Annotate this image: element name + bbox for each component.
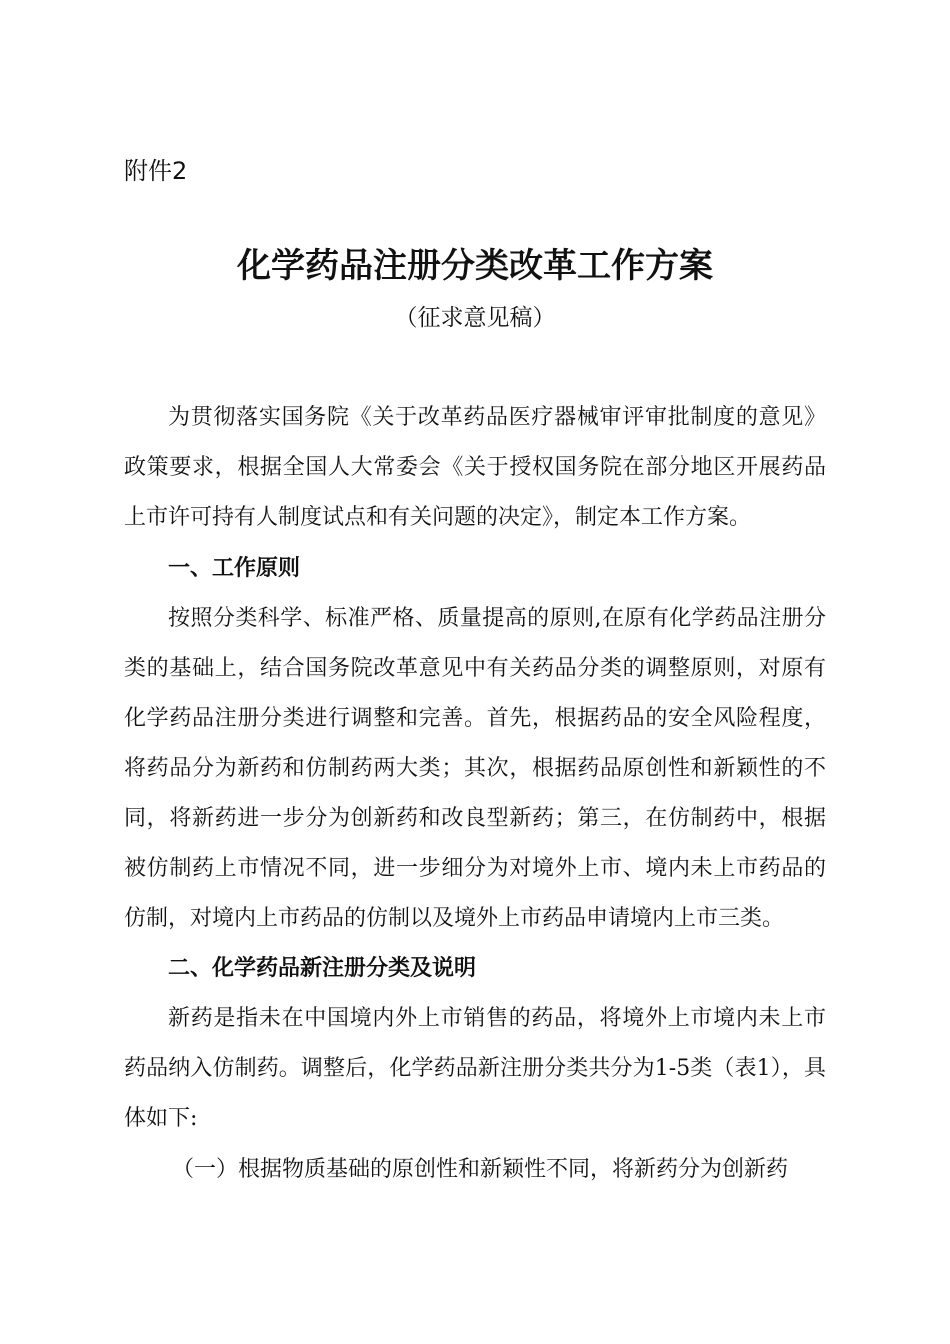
section-heading-classification: 二、化学药品新注册分类及说明 (168, 956, 477, 981)
new-drug-paragraph: 新药是指未在中国境内外上市销售的药品，将境外上市境内未上市药品纳入仿制药。调整后，化学药品新注册分类共分为1-5类（表1），具体如下: (124, 1006, 826, 1131)
intro-paragraph: 为贯彻落实国务院《关于改革药品医疗器械审评审批制度的意见》政策要求，根据全国人大常委会《关于授权国务院在部分地区开展药品上市许可持有人制度试点和有关问题的决定》，制定本工作方案。 (124, 405, 826, 530)
document-subtitle: （征求意见稿） (394, 305, 556, 331)
item-one-paragraph: （一）根据物质基础的原创性和新颖性不同，将新药分为创新药 (172, 1157, 789, 1182)
principles-paragraph: 按照分类科学、标准严格、质量提高的原则,在原有化学药品注册分类的基础上，结合国务院改革意见中有关药品分类的调整原则，对原有化学药品注册分类进行调整和完善。首先，根据药品的安全风险程度，将药品分为新药和仿制药两大类；其次，根据药品原创性和新颖性的不同，将新药进一步分为创新药和改良型新药；第三，在仿制药中，根据被仿制药上市情况不同，进一步细分为对境外上市、境内未上市药品的仿制，对境内上市药品的仿制以及境外上市药品申请境内上市三类。 (124, 606, 826, 931)
section-heading-principles: 一、工作原则 (168, 556, 301, 581)
document-title: 化学药品注册分类改革工作方案 (237, 246, 713, 286)
attachment-label: 附件2 (124, 157, 188, 185)
